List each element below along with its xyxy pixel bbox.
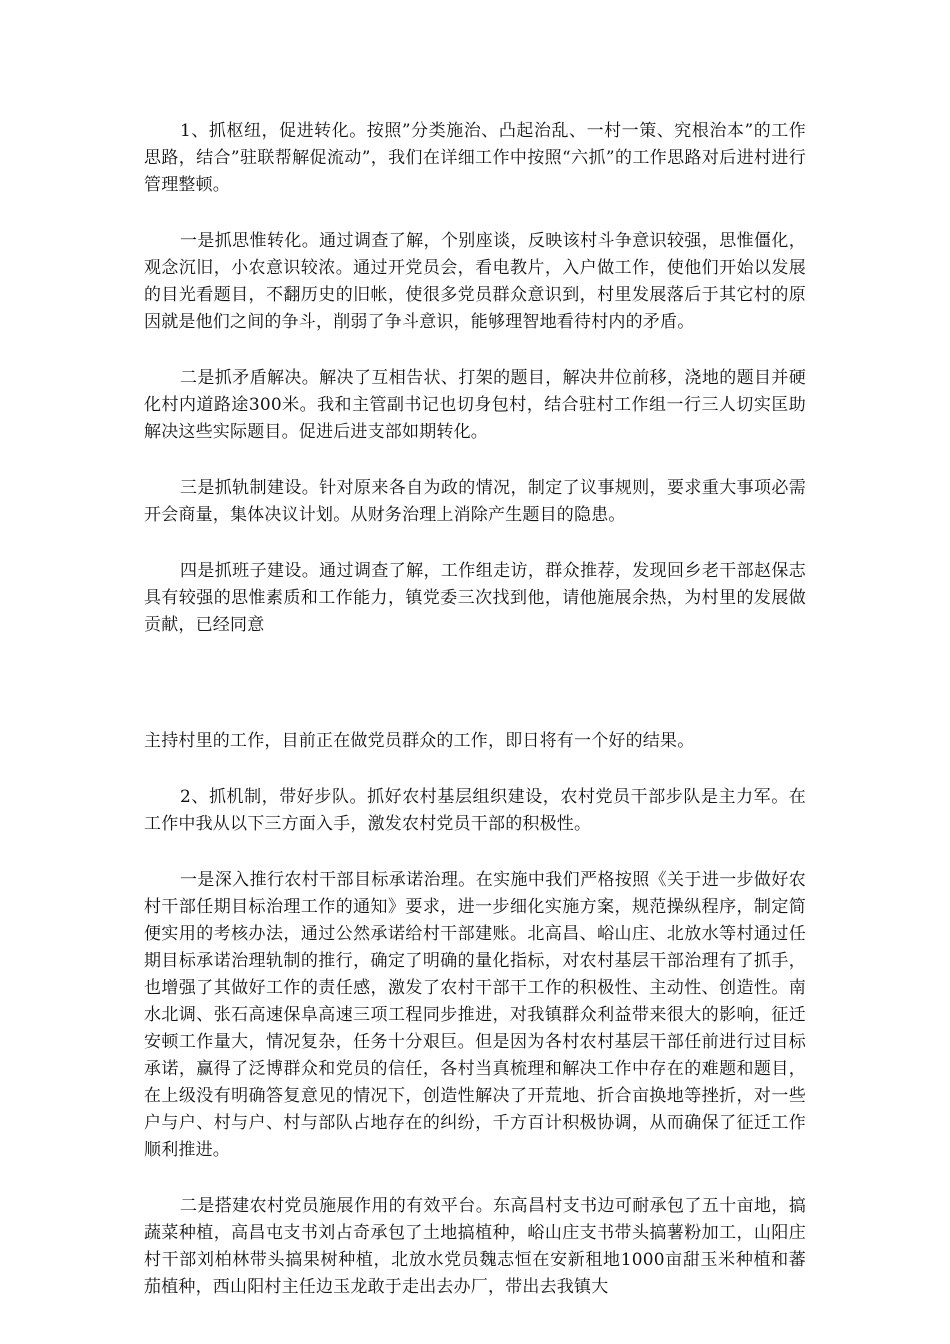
paragraph-gap: [144, 755, 806, 784]
paragraph-gap: [144, 529, 806, 558]
paragraph-7: 2、抓机制，带好步队。抓好农村基层组织建设，农村党员干部步队是主力军。在工作中我从以下三方面入手，激发农村党员干部的积极性。: [144, 787, 806, 834]
paragraph-9: 二是搭建农村党员施展作用的有效平台。东高昌村支书边可耐承包了五十亩地，搞蔬菜种植，高昌屯支书刘占奇承包了土地搞植种，峪山庄支书带头搞薯粉加工，山阳庄村干部刘柏林带头搞果树种植，北放水党员魏志恒在安新租地1000亩甜玉米种植和蕃茄植种，西山阳村主任边玉龙敢于走出去办厂，带出去我镇大: [144, 1196, 806, 1297]
paragraph-6-continuation: 主持村里的工作，目前正在做党员群众的工作，即日将有一个好的结果。: [144, 731, 695, 751]
paragraph-3: 二是抓矛盾解决。解决了互相告状、打架的题目，解决井位前移，浇地的题目并硬化村内道路途300米。我和主管副书记也切身包村，结合驻村工作组一行三人切实匡助解决这些实际题目。促进后进支部如期转化。: [144, 368, 806, 442]
paragraph-gap: [144, 336, 806, 365]
paragraph-gap: [144, 838, 806, 867]
paragraph-2: 一是抓思惟转化。通过调查了解，个别座谈，反映该村斗争意识较强，思惟僵化，观念沉旧，小农意识较浓。通过开党员会，看电教片，入户做工作，使他们开始以发展的目光看题目，不翻历史的旧帐，使很多党员群众意识到，村里发展落后于其它村的原因就是他们之间的争斗，削弱了争斗意识，能够理智地看待村内的矛盾。: [144, 231, 806, 332]
page-break-gap: [144, 639, 806, 728]
paragraph-8: 一是深入推行农村干部目标承诺治理。在实施中我们严格按照《关于进一步做好农村干部任期目标治理工作的通知》要求，进一步细化实施方案，规范操纵程序，制定简便实用的考核办法，通过公然承诺给村干部建账。北高昌、峪山庄、北放水等村通过任期目标承诺治理轨制的推行，确定了明确的量化指标，对农村基层干部治理有了抓手，也增强了其做好工作的责任感，激发了农村干部干工作的积极性、主动性、创造性。南水北调、张石高速保阜高速三项工程同步推进，对我镇群众利益带来很大的影响，征迁安顿工作量大，情况复杂，任务十分艰巨。但是因为各村农村基层干部任前进行过目标承诺，赢得了泛博群众和党员的信任，各村当真梳理和解决工作中存在的难题和题目，在上级没有明确答复意见的情况下，创造性解决了开荒地、折合亩换地等挫折，对一些户与户、村与户、村与部队占地存在的纠纷，千方百计积极协调，从而确保了征迁工作顺利推进。: [144, 870, 806, 1160]
paragraph-1: 1、抓枢纽，促进转化。按照”分类施治、凸起治乱、一村一策、究根治本”的工作思路，结合”驻联帮解促流动”，我们在详细工作中按照“六抓”的工作思路对后进村进行管理整顿。: [144, 121, 806, 195]
paragraph-gap: [144, 446, 806, 475]
paragraph-5: 四是抓班子建设。通过调查了解，工作组走访，群众推荐，发现回乡老干部赵保志具有较强的思惟素质和工作能力，镇党委三次找到他，请他施展余热，为村里的发展做贡献，已经同意: [144, 561, 806, 635]
paragraph-gap: [144, 1164, 806, 1193]
document-page: [144, 118, 806, 1301]
paragraph-4: 三是抓轨制建设。针对原来各自为政的情况，制定了议事规则，要求重大事项必需开会商量，集体决议计划。从财务治理上消除产生题目的隐患。: [144, 478, 806, 525]
paragraph-gap: [144, 199, 806, 228]
